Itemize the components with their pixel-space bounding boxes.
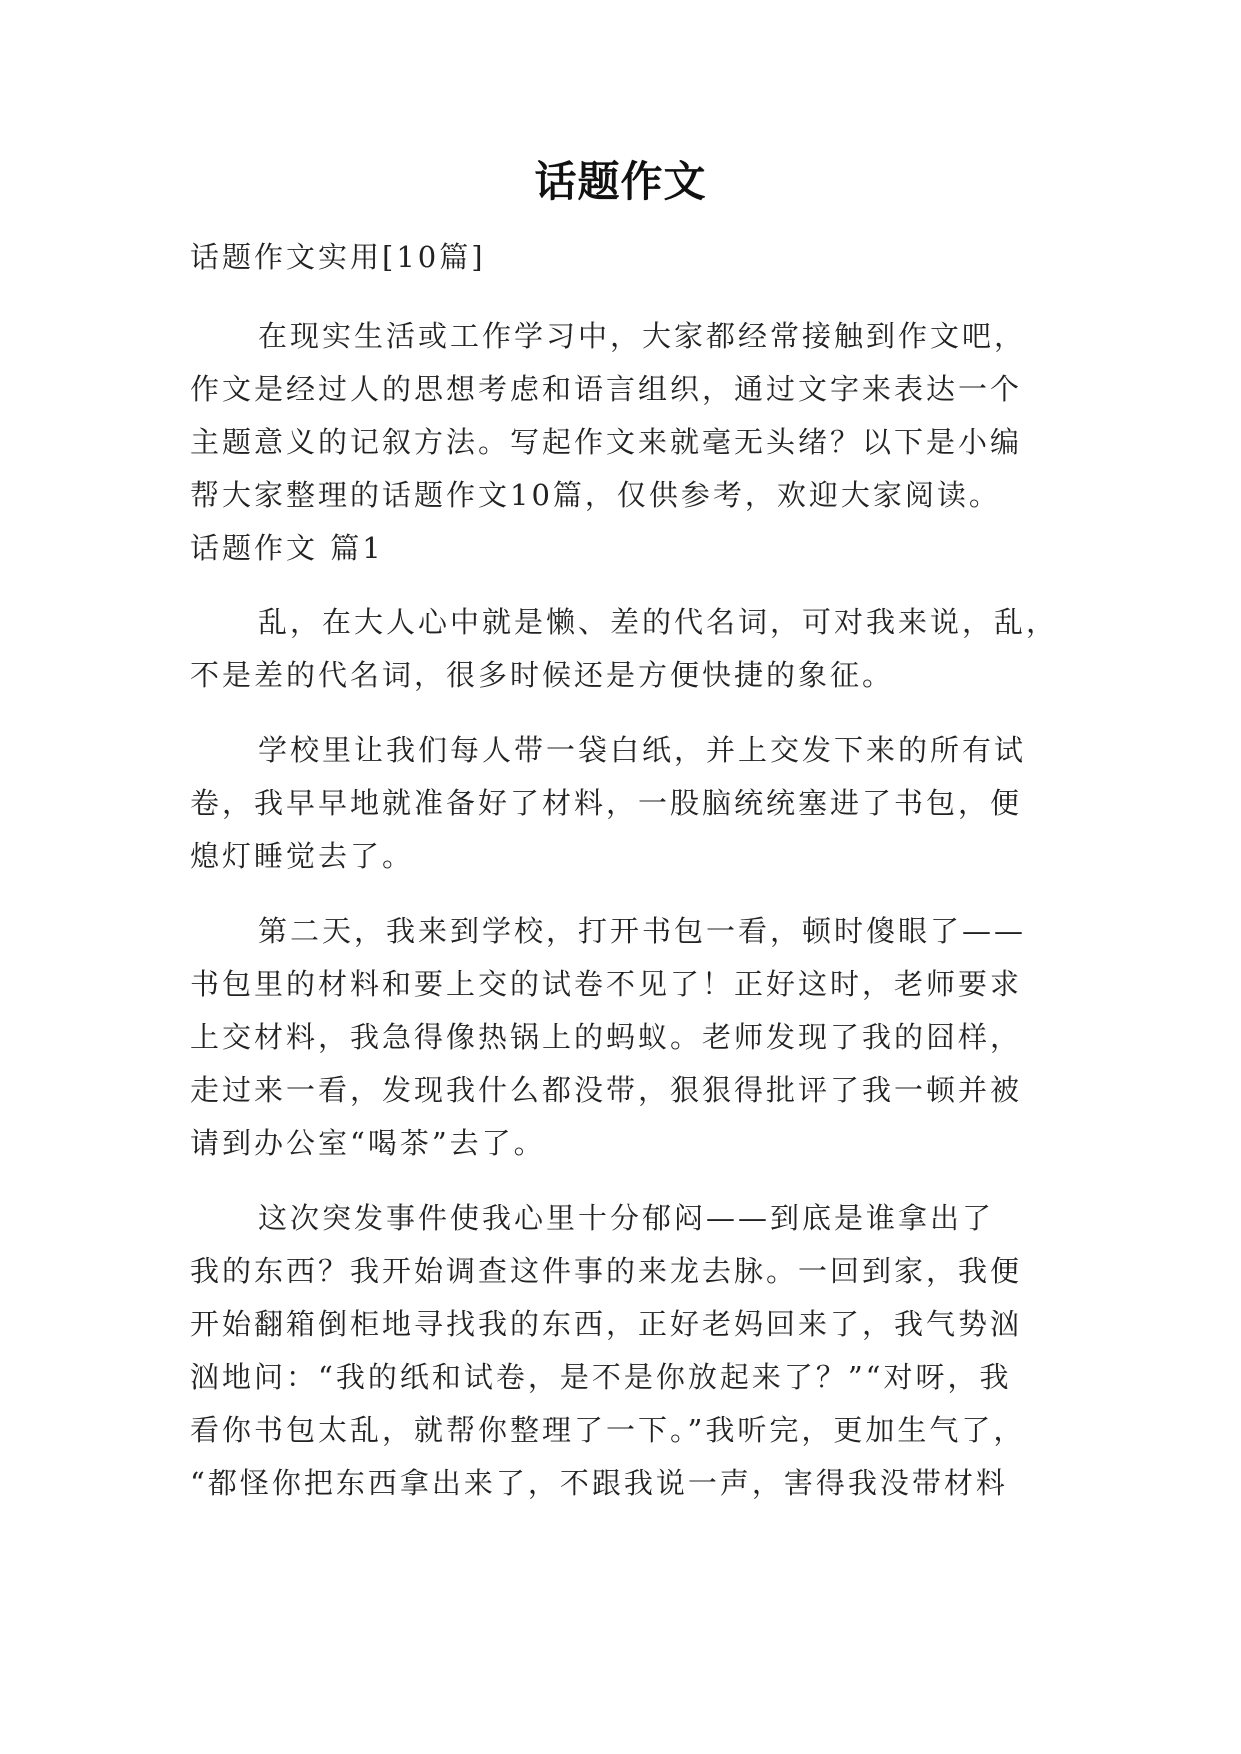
subtitle-line: 话题作文实用[10篇] [190, 240, 486, 274]
body-line: 看你书包太乱，就帮你整理了一下。”我听完，更加生气了， [190, 1413, 1026, 1447]
intro-line: 帮大家整理的话题作文10篇，仅供参考，欢迎大家阅读。 [190, 478, 1001, 512]
body-line: 书包里的材料和要上交的试卷不见了！正好这时，老师要求 [190, 967, 1023, 1001]
body-line: 熄灯睡觉去了。 [190, 839, 415, 873]
body-line: 乱，在大人心中就是懒、差的代名词，可对我来说，乱， [258, 605, 1059, 639]
body-line: 走过来一看，发现我什么都没带，狠狠得批评了我一顿并被 [190, 1073, 1023, 1107]
body-line: 上交材料，我急得像热锅上的蚂蚁。老师发现了我的囧样， [190, 1020, 1023, 1054]
body-line: 这次突发事件使我心里十分郁闷——到底是谁拿出了 [258, 1201, 995, 1235]
body-line: 不是差的代名词，很多时候还是方便快捷的象征。 [190, 658, 895, 692]
body-line: 我的东西？我开始调查这件事的来龙去脉。一回到家，我便 [190, 1254, 1023, 1288]
body-line: “都怪你把东西拿出来了，不跟我说一声，害得我没带材料 [190, 1466, 1008, 1500]
body-line: 请到办公室“喝茶”去了。 [190, 1126, 546, 1160]
body-line: 卷，我早早地就准备好了材料，一股脑统统塞进了书包，便 [190, 786, 1023, 820]
body-line: 汹地问：“我的纸和试卷，是不是你放起来了？”“对呀，我 [190, 1360, 1012, 1394]
body-line: 开始翻箱倒柜地寻找我的东西，正好老妈回来了，我气势汹 [190, 1307, 1023, 1341]
section-heading: 话题作文 篇1 [190, 531, 384, 565]
body-line: 第二天，我来到学校，打开书包一看，顿时傻眼了—— [258, 914, 1027, 948]
intro-line: 在现实生活或工作学习中，大家都经常接触到作文吧， [258, 319, 1027, 353]
intro-line: 作文是经过人的思想考虑和语言组织，通过文字来表达一个 [190, 372, 1023, 406]
body-line: 学校里让我们每人带一袋白纸，并上交发下来的所有试 [258, 733, 1027, 767]
intro-line: 主题意义的记叙方法。写起作文来就毫无头绪？以下是小编 [190, 425, 1023, 459]
document-title: 话题作文 [534, 157, 707, 206]
